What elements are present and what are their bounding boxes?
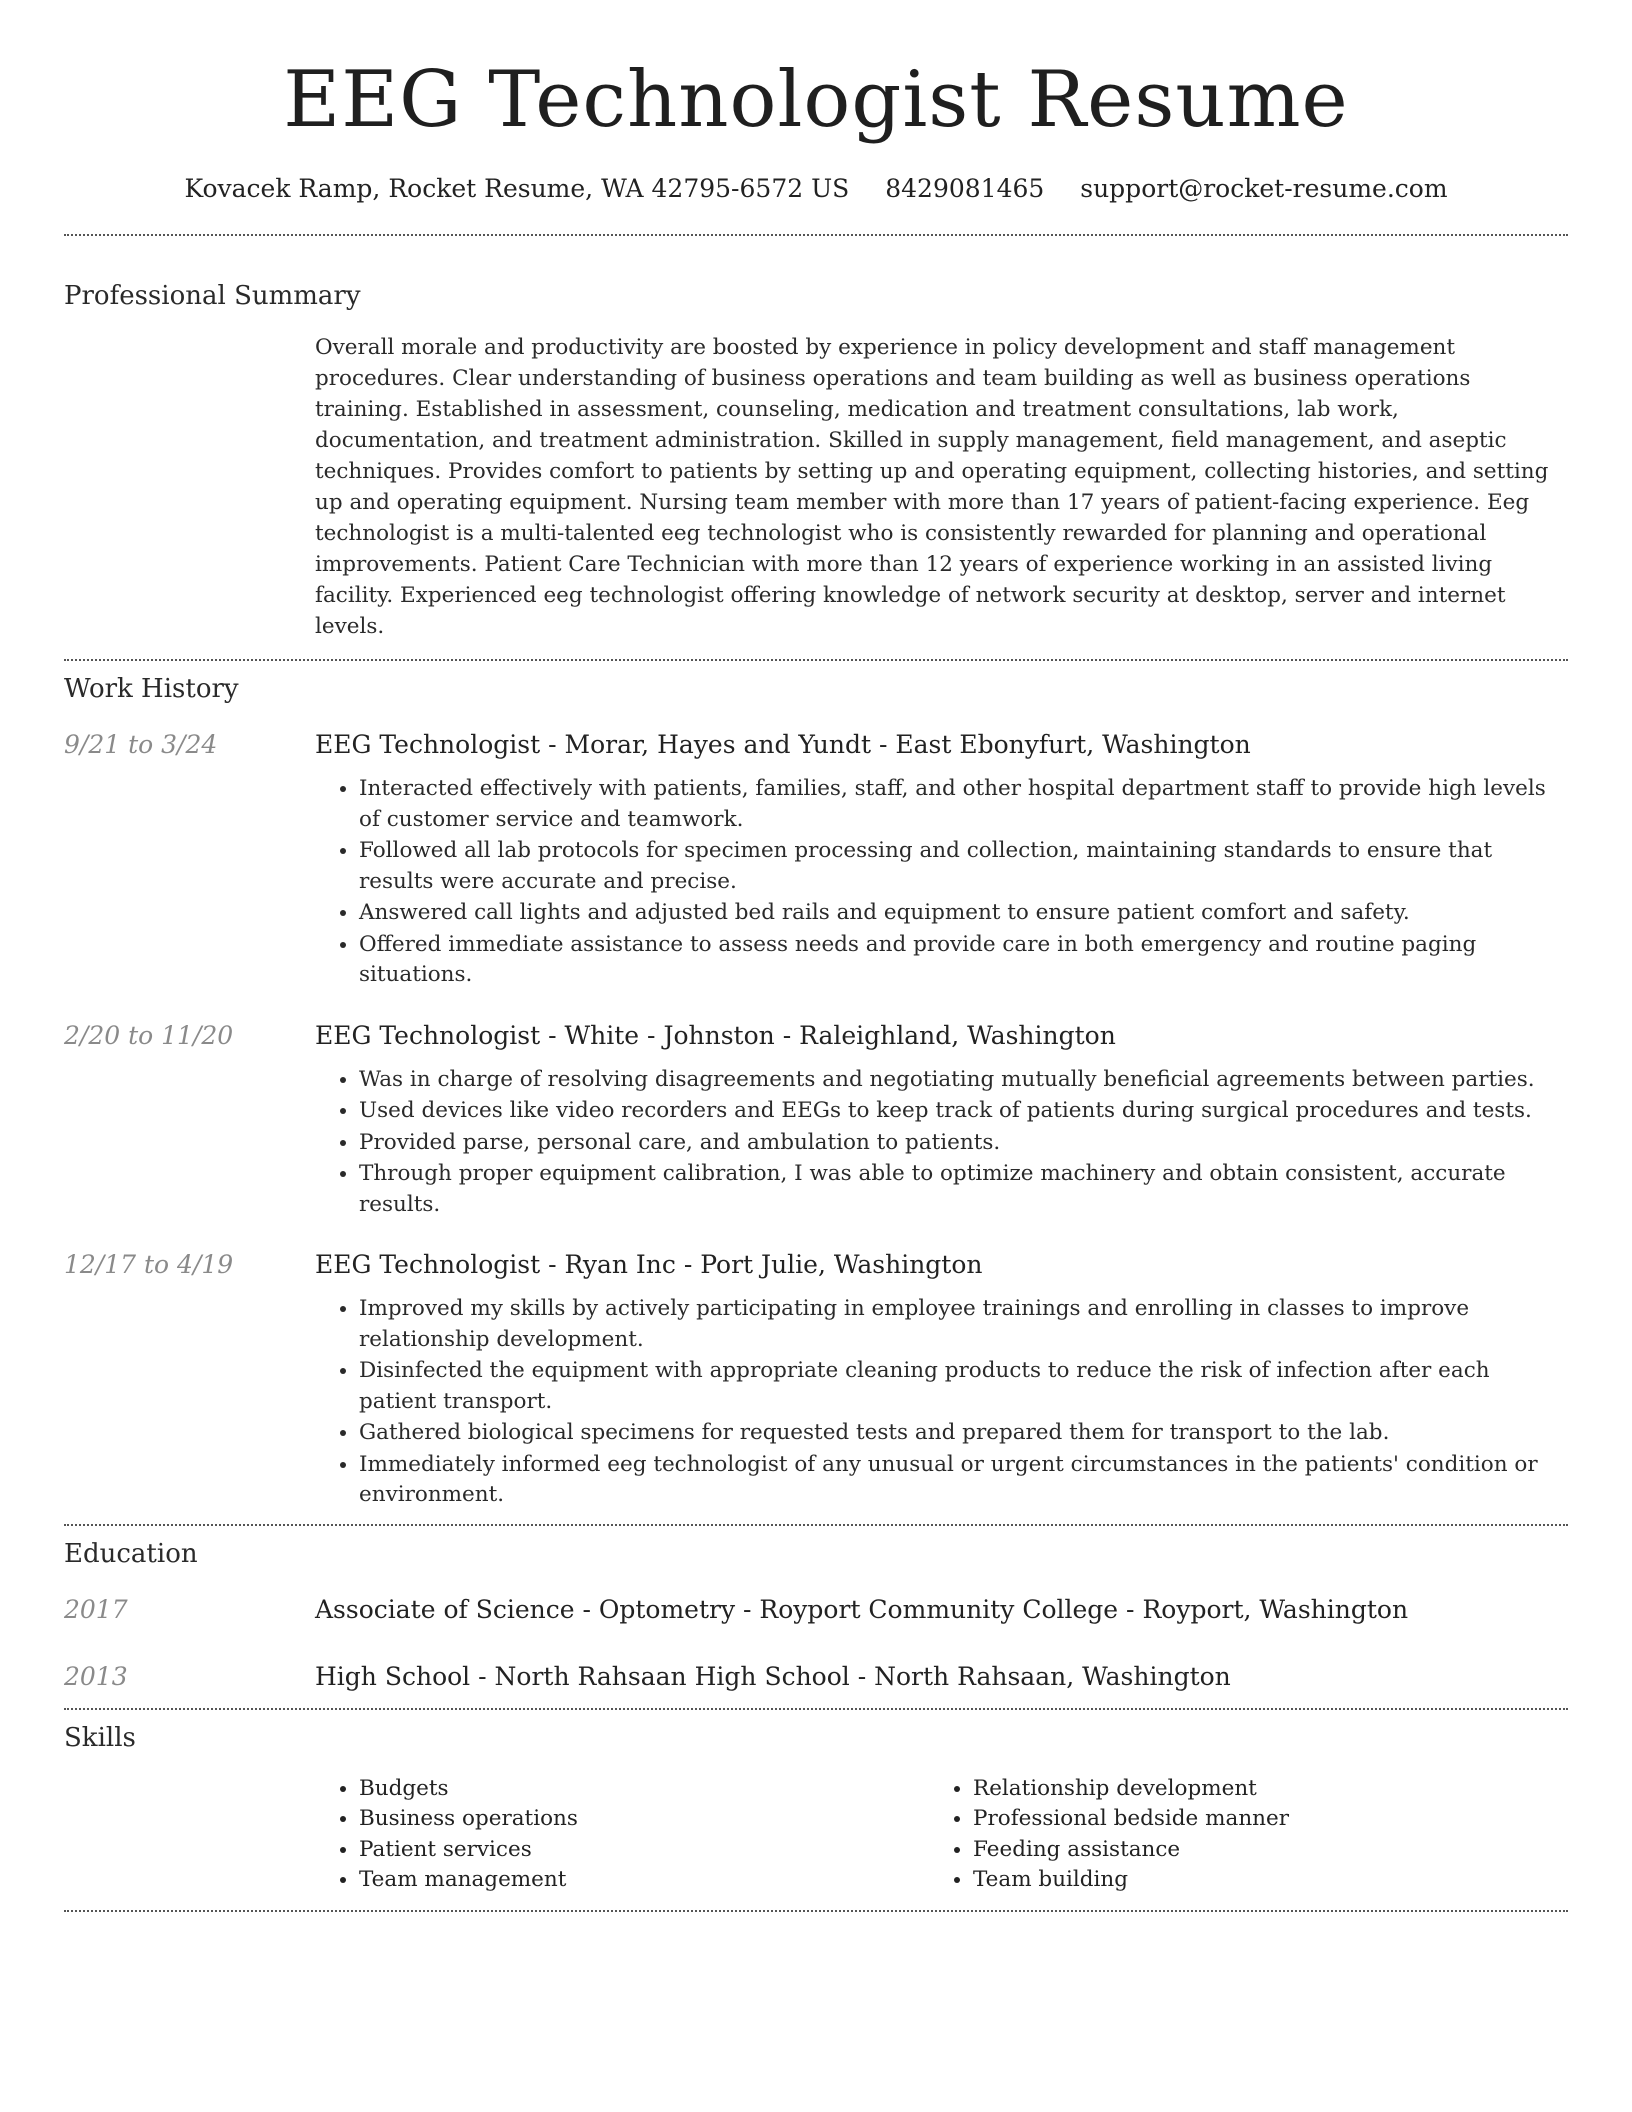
divider bbox=[64, 1708, 1568, 1710]
divider bbox=[64, 659, 1568, 661]
job-dates: 2/20 to 11/20 bbox=[64, 1020, 234, 1050]
contact-email: support@rocket-resume.com bbox=[1080, 174, 1448, 203]
list-item: • Answered call lights and adjusted bed rails and equipment to ensure patient comfort and safety. bbox=[359, 898, 1568, 929]
education-heading-line bbox=[315, 1593, 1568, 1627]
skills-list-right bbox=[929, 1774, 1543, 1896]
job-bullets bbox=[315, 1294, 1568, 1511]
job-body bbox=[315, 728, 1568, 992]
education-entry bbox=[64, 1660, 1568, 1694]
list-item: • Interacted effectively with patients, families, staff, and other hospital department staff to provide high levels of customer service and teamwork. bbox=[359, 774, 1568, 835]
list-item: • Gathered biological specimens for requested tests and prepared them for transport to the lab. bbox=[359, 1418, 1568, 1449]
job-title: EEG Technologist bbox=[315, 730, 541, 759]
job-title: EEG Technologist bbox=[315, 1020, 541, 1050]
skill-item: • Team building bbox=[973, 1865, 1543, 1896]
work-history-heading: Work History bbox=[64, 674, 239, 704]
contact-address: Kovacek Ramp, Rocket Resume, WA 42795-6572 US bbox=[184, 174, 850, 203]
list-item: • Disinfected the equipment with appropriate cleaning products to reduce the risk of infection after each patient transport. bbox=[359, 1356, 1568, 1417]
divider bbox=[64, 1910, 1568, 1912]
skill-item: • Feeding assistance bbox=[973, 1835, 1543, 1866]
education-heading-line bbox=[315, 1660, 1568, 1694]
job-heading bbox=[315, 728, 1568, 762]
list-item: • Improved my skills by actively participating in employee trainings and enrolling in classes to improve relationship development. bbox=[359, 1294, 1568, 1355]
summary-heading: Professional Summary bbox=[64, 281, 361, 311]
job-entry bbox=[64, 1248, 1568, 1512]
resume-title: EEG Technologist Resume bbox=[283, 55, 1349, 145]
job-entry bbox=[64, 1019, 1568, 1222]
education-heading: Education bbox=[64, 1538, 198, 1569]
skills-columns bbox=[315, 1774, 1568, 1896]
list-item: • Was in charge of resolving disagreements and negotiating mutually beneficial agreements between parties. bbox=[359, 1065, 1568, 1096]
job-bullets bbox=[315, 1065, 1568, 1221]
list-item: • Used devices like video recorders and EEGs to keep track of patients during surgical procedures and tests. bbox=[359, 1096, 1568, 1127]
contact-phone: 8429081465 bbox=[885, 174, 1045, 203]
summary-section bbox=[64, 279, 1568, 642]
job-entry bbox=[64, 728, 1568, 992]
job-details: - Morar, Hayes and Yundt - East Ebonyfurt, Washington bbox=[540, 730, 1251, 759]
skill-item: • Professional bedside manner bbox=[973, 1804, 1543, 1835]
job-body bbox=[315, 1019, 1568, 1222]
education-degree: Associate of Science - Optometry bbox=[315, 1594, 736, 1624]
summary-text: Overall morale and productivity are boosted by experience in policy development and staff management procedures. Clear understanding of business operations and team building as well as business operations training. Established in assessment, counseling, medication and treatment consultations, lab work, documentation, and treatment administration. Skilled in supply management, field management, and aseptic techniques. Provides comfort to patients by setting up and operating equipment, collecting histories, and setting up and operating equipment. Nursing team member with more than 17 years of patient-facing experience. Eeg technologist is a multi-talented eeg technologist who is consistently rewarded for planning and operational improvements. Patient Care Technician with more than 12 years of experience working in an assisted living facility. Experienced eeg technologist offering knowledge of network security at desktop, server and internet levels. bbox=[315, 335, 1549, 639]
job-body bbox=[315, 1248, 1568, 1512]
skill-item: • Budgets bbox=[359, 1774, 929, 1805]
education-entry bbox=[64, 1593, 1568, 1627]
job-bullets bbox=[315, 774, 1568, 991]
education-details: - Royport Community College - Royport, Washington bbox=[735, 1594, 1409, 1624]
education-year: 2013 bbox=[64, 1661, 128, 1691]
skill-item: • Relationship development bbox=[973, 1774, 1543, 1805]
job-dates: 9/21 to 3/24 bbox=[64, 730, 218, 759]
skills-list-left bbox=[315, 1774, 929, 1896]
list-item: • Immediately informed eeg technologist of any unusual or urgent circumstances in the patients' condition or environment. bbox=[359, 1450, 1568, 1511]
job-heading bbox=[315, 1248, 1568, 1282]
job-heading bbox=[315, 1019, 1568, 1053]
skill-item: • Business operations bbox=[359, 1804, 929, 1835]
skill-item: • Patient services bbox=[359, 1835, 929, 1866]
work-history-section bbox=[64, 672, 1568, 1512]
list-item: • Followed all lab protocols for specimen processing and collection, maintaining standards to ensure that results were accurate and precise. bbox=[359, 836, 1568, 897]
job-details: - White - Johnston - Raleighland, Washington bbox=[540, 1020, 1116, 1050]
job-title: EEG Technologist bbox=[315, 1250, 541, 1279]
resume-page bbox=[64, 0, 1568, 1912]
skills-section bbox=[64, 1721, 1568, 1896]
education-degree: High School bbox=[315, 1661, 471, 1691]
education-details: - North Rahsaan High School - North Rahsaan, Washington bbox=[470, 1661, 1231, 1691]
contact-line bbox=[64, 172, 1568, 206]
skill-item: • Team management bbox=[359, 1865, 929, 1896]
skills-heading: Skills bbox=[64, 1722, 136, 1753]
divider bbox=[64, 1524, 1568, 1526]
list-item: • Offered immediate assistance to assess needs and provide care in both emergency and routine paging situations. bbox=[359, 930, 1568, 991]
list-item: • Provided parse, personal care, and ambulation to patients. bbox=[359, 1128, 1568, 1159]
job-details: - Ryan Inc - Port Julie, Washington bbox=[540, 1250, 983, 1279]
list-item: • Through proper equipment calibration, I was able to optimize machinery and obtain consistent, accurate results. bbox=[359, 1159, 1568, 1220]
job-dates: 12/17 to 4/19 bbox=[64, 1250, 234, 1279]
divider bbox=[64, 234, 1568, 236]
education-year: 2017 bbox=[64, 1594, 128, 1624]
education-section bbox=[64, 1537, 1568, 1694]
